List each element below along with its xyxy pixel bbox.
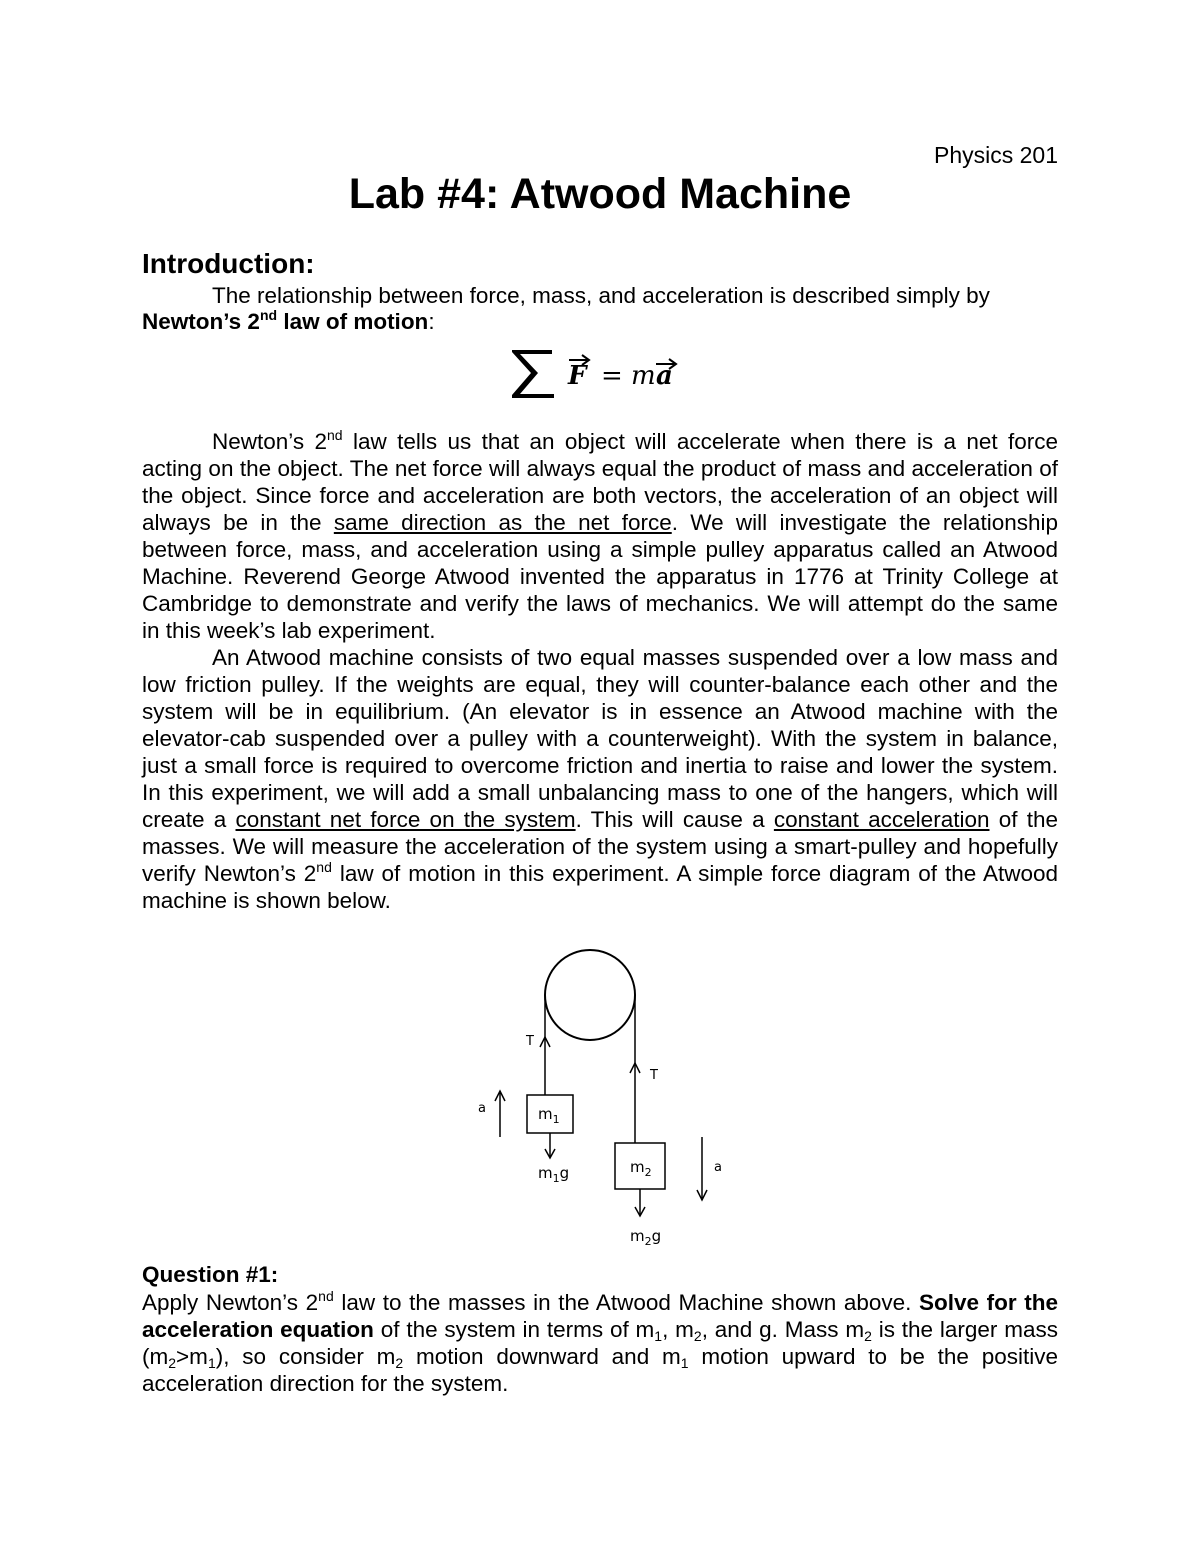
- p3-text-c: of the masses. We will measure the acceleration of the system using a smart-pulley and hopefully verify Newton’s 2: [142, 807, 1058, 886]
- right-tension-label: T: [650, 1068, 658, 1083]
- newton-law-sup: nd: [259, 307, 278, 323]
- q1-s5: 1: [207, 1355, 216, 1371]
- p3-text-b: . This will cause a: [575, 807, 774, 832]
- q1-sup: nd: [318, 1288, 334, 1304]
- mass-1-label: $m_1$: [538, 1105, 560, 1126]
- newton-second-law-equation: [508, 340, 708, 404]
- p3-underline-2: constant acceleration: [773, 807, 990, 832]
- q1-s1: 1: [654, 1328, 663, 1344]
- force-symbol: F: [568, 361, 587, 391]
- q1-t4: , m: [662, 1317, 694, 1342]
- weight-2-label: $m_2g$: [630, 1227, 662, 1248]
- pulley: [545, 950, 635, 1040]
- q1-t1: Apply Newton’s 2: [142, 1290, 319, 1315]
- equals-sign: =: [601, 361, 623, 391]
- p2-underlined-text: same direction as the net force: [333, 510, 672, 535]
- intro-paragraph-1: [142, 282, 1058, 309]
- acceleration-symbol: a: [656, 361, 673, 391]
- intro-text-1: The relationship between force, mass, and acceleration is described simply by: [212, 283, 990, 308]
- q1-t7: >m: [176, 1344, 208, 1369]
- newton-law-label: [142, 309, 428, 334]
- newton-law-line: [142, 309, 435, 335]
- newton-law-pre: Newton’s 2: [142, 309, 260, 334]
- course-label: Physics 201: [933, 142, 1058, 168]
- left-accel-label: a: [478, 1101, 486, 1116]
- q1-t3: of the system in terms of m: [373, 1317, 655, 1342]
- p2-text-b: law tells us that an object will accelerate when there is a net force acting on the object. The net force will always equal the product of mass and acceleration of the object. Since force and acceleration are both vectors, the acceleration of an object will always be in the: [142, 429, 1058, 535]
- p2-text-c: . We will investigate the relationship between force, mass, and acceleration using a simple pulley apparatus called an Atwood Machine. Reverend George Atwood invented the apparatus in 1776 at Trinity College at Cambridge to demonstrate and verify the laws of mechanics. We will attempt do the same in this week’s lab experiment.: [142, 510, 1058, 643]
- newton-law-colon: :: [428, 309, 435, 334]
- left-tension-label: T: [526, 1034, 534, 1049]
- intro-paragraph-2: [142, 428, 1058, 644]
- q1-s7: 1: [680, 1355, 689, 1371]
- p2-sup: nd: [327, 427, 343, 443]
- p3-text-a: An Atwood machine consists of two equal masses suspended over a low mass and low friction pulley. If the weights are equal, they will counter-balance each other and the system will be in equilibrium. (An elevator is in essence an Atwood machine with the elevator-cab suspended over a pulley with a counterweight). With the system in balance, just a small force is required to overcome friction and inertia to raise and lower the system. In this experiment, we will add a small unbalancing mass to one of the hangers, which will create a: [142, 645, 1058, 832]
- q1-t8: ), so consider m: [215, 1344, 396, 1369]
- q1-t6: is the larger mass (m: [142, 1317, 1058, 1369]
- p3-underline-1: constant net force on the system: [235, 807, 576, 832]
- q1-t9: motion downward and m: [403, 1344, 681, 1369]
- question-1-heading: Question #1:: [142, 1262, 279, 1287]
- p3-sup: nd: [316, 859, 332, 875]
- q1-t2: law to the masses in the Atwood Machine shown above.: [333, 1290, 919, 1315]
- q1-s4: 2: [168, 1355, 177, 1371]
- q1-s2: 2: [693, 1328, 702, 1344]
- weight-1-label: $m_1g$: [538, 1164, 570, 1185]
- q1-bold: Solve for the acceleration equation: [142, 1290, 1058, 1342]
- intro-paragraph-3: [142, 644, 1058, 914]
- atwood-force-diagram: [460, 945, 740, 1255]
- newton-law-post: law of motion: [277, 309, 429, 334]
- p2-text-a: Newton’s 2: [212, 429, 328, 454]
- p3-text-d: law of motion in this experiment. A simple force diagram of the Atwood machine is shown below.: [142, 861, 1058, 913]
- q1-s3: 2: [864, 1328, 872, 1344]
- q1-t5: , and g. Mass m: [701, 1317, 865, 1342]
- mass-symbol: m: [631, 361, 656, 391]
- introduction-heading: Introduction:: [142, 248, 315, 279]
- right-accel-label: a: [714, 1160, 722, 1175]
- mass-2-label: $m_2$: [630, 1158, 652, 1179]
- q1-s6: 2: [395, 1355, 404, 1371]
- page-title: Lab #4: Atwood Machine: [348, 170, 852, 218]
- sigma-symbol: [512, 350, 554, 398]
- question-1-text: [142, 1289, 1058, 1397]
- q1-t10: motion upward to be the positive acceleration direction for the system.: [142, 1344, 1058, 1396]
